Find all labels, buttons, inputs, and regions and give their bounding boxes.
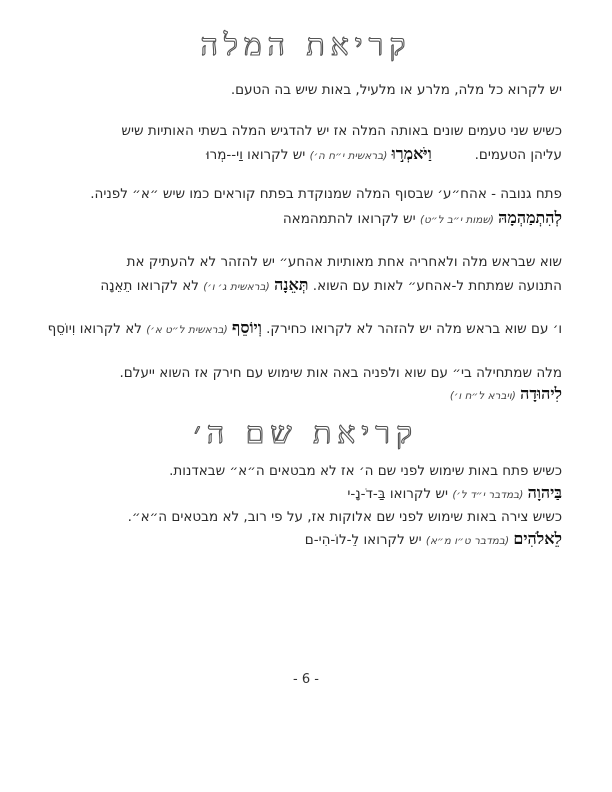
reading-instruction: לא לקרואו תֵאֵנָה [100,278,199,294]
example-word: בַּיהוָה [527,483,562,502]
reading-instruction: יש לקרואו להתמהמאה [282,211,416,227]
reading-instruction: יש לקרואו לֵ-לוֹ-הִי-ם [304,532,422,548]
example-word: וַיֹּאמְר֣וּ [391,144,432,163]
source-reference: (שמות י״ב ל״ט) [419,214,494,226]
example-word: וְיוֹסֵף [232,318,262,337]
paragraph-8-line-1: כשיש צירה באות שימוש לפני שם אלוקות אז, על פי רוב, לא מבטאים ה״א״. [127,509,562,525]
paragraph-7-line-2 [40,483,562,505]
paragraph-3-line-1: פתח גנובה - אהח״ע׳ שבסוף המלה שמנוקדת בפתח קוראים כמו שיש ״א״ לפניה. [90,186,562,202]
paragraph-3-line-2 [40,208,562,230]
reading-instruction: יש לקרואו בַּ-דֹ-נָ-י [347,486,449,502]
paragraph-8-line-2 [40,529,562,551]
source-reference: (במדבר י״ד ל׳) [452,489,524,501]
source-reference: (בראשית י״ח ה׳) [309,150,388,162]
paragraph-4-line-1: שוא שבראש מלה ולאחריה אחת מאותיות אהחע״ יש להזהר לא להעתיק את [126,254,562,270]
heading-word-reading: קריאת המלה [200,28,412,63]
paragraph-4-text: התנועה שמתחת ל-אהחע״ לאות עם השוא. [312,278,562,294]
source-reference: (בראשית ל״ט א׳) [146,324,228,336]
paragraph-2-line-2 [40,144,562,166]
source-reference: (ויברא ל״ח ו׳) [449,390,516,402]
paragraph-2-text: עליהן הטעמים. [474,147,562,163]
reading-instruction: לא לקרואו וִיוֹסֵף [47,321,142,337]
paragraph-6-line-2 [40,384,562,406]
heading-name-reading: קריאת שם ה׳ [193,416,419,451]
paragraph-7-line-1: כשיש פתח באות שימוש לפני שם ה׳ אז לא מבטאים ה״א״ שבאדנות. [169,463,562,479]
paragraph-6-line-1: מלה שמתחילה בי״ עם שוא ולפניה באה אות שימוש עם חירק אז השוא ייעלם. [119,365,562,381]
example-word: לֵאלֹהִים [513,529,562,548]
paragraph-5 [40,318,562,340]
example-word: לִיהוּדָה [520,384,562,403]
page-number: - 6 - [293,672,319,687]
example-word: לְהִתְמַהְמָהּ [498,208,562,227]
source-reference: (בראשית ג׳ ו׳) [203,281,270,293]
paragraph-5-text: ו׳ עם שוא בראש מלה יש להזהר לא לקרואו כחירק. [266,321,562,337]
example-word: תְּאֵנָה [274,275,309,294]
paragraph-4-line-2 [40,275,562,297]
source-reference: (במדבר ט״ו מ״א) [425,535,510,547]
paragraph-2-line-1: כשיש שני טעמים שונים באותה המלה אז יש להדגיש המלה בשתי האותיות שיש [121,123,562,139]
reading-instruction: יש לקרואו וַי--מְרוּ [205,147,306,163]
paragraph-1: יש לקרוא כל מלה, מלרע או מלעיל, באות שיש בה הטעם. [230,82,562,98]
